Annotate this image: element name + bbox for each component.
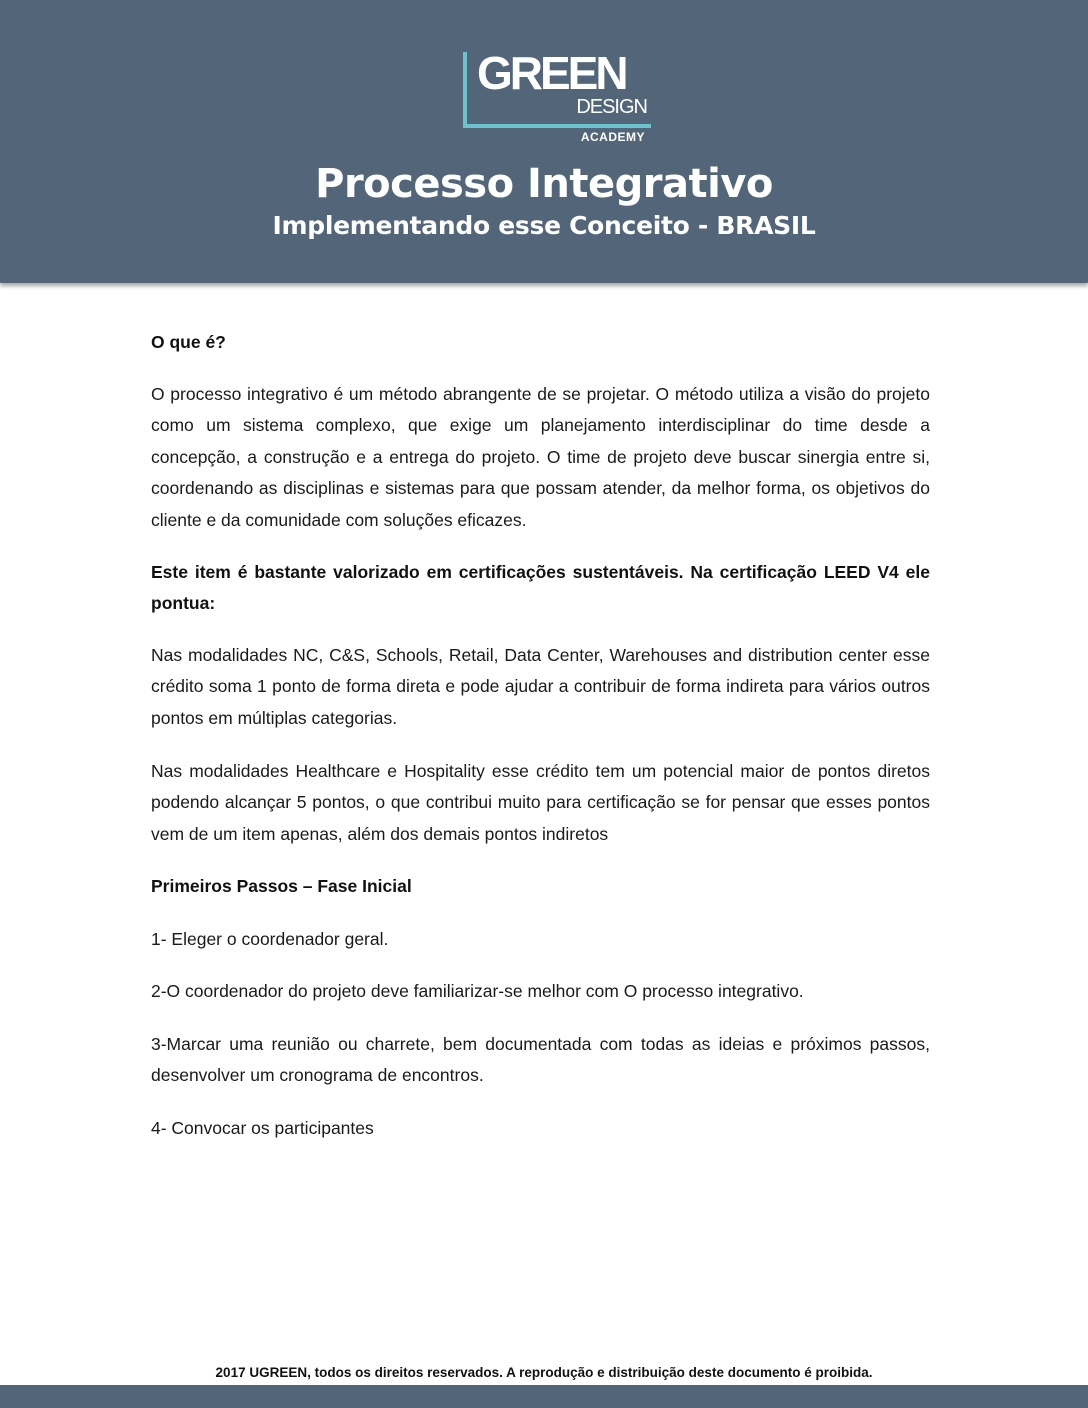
page-header xyxy=(0,0,1088,283)
step-item: 2-O coordenador do projeto deve familiarizar-se melhor com O processo integrativo. xyxy=(151,981,804,1001)
logo-text-academy: ACADEMY xyxy=(580,130,645,144)
paragraph-leed-nc: Nas modalidades NC, C&S, Schools, Retail, Data Center, Warehouses and distribution center esse crédito soma 1 ponto de forma direta e pode ajudar a contribuir de forma indireta para vários outros pontos em múltiplas categorias. xyxy=(151,645,930,728)
footer-copyright: 2017 UGREEN, todos os direitos reservados. A reprodução e distribuição deste documento é proibida. xyxy=(215,1365,873,1380)
footer-band xyxy=(0,1385,1088,1408)
page-title: Processo Integrativo xyxy=(315,161,773,207)
logo-text-green: GREEN xyxy=(477,47,626,99)
step-item: 4- Convocar os participantes xyxy=(151,1118,374,1138)
heading-first-steps: Primeiros Passos – Fase Inicial xyxy=(151,876,412,896)
paragraph-what-is: O processo integrativo é um método abrangente de se projetar. O método utiliza a visão do projeto como um sistema complexo, que exige um planejamento interdisciplinar do time desde a concepção, a construção e a entrega do projeto. O time de projeto deve buscar sinergia entre si, coordenando as disciplinas e sistemas para que possam atender, da melhor forma, os objetivos do cliente e da comunidade com soluções eficazes. xyxy=(151,384,930,530)
paragraph-leed-healthcare: Nas modalidades Healthcare e Hospitality esse crédito tem um potencial maior de pontos diretos podendo alcançar 5 pontos, o que contribui muito para certificação se for pensar que esses pontos vem de um item apenas, além dos demais pontos indiretos xyxy=(151,761,930,844)
step-item: 1- Eleger o coordenador geral. xyxy=(151,929,389,949)
logo-text-design: DESIGN xyxy=(576,96,647,118)
green-design-academy-logo xyxy=(463,47,653,144)
page-subtitle: Implementando esse Conceito - BRASIL xyxy=(272,211,816,240)
heading-leed: Este item é bastante valorizado em certificações sustentáveis. Na certificação LEED V4 ele pontua: xyxy=(151,562,930,614)
logo-accent-bar-horizontal xyxy=(463,124,651,128)
step-item: 3-Marcar uma reunião ou charrete, bem documentada com todas as ideias e próximos passos, desenvolver um cronograma de encontros. xyxy=(151,1034,930,1086)
heading-what-is: O que é? xyxy=(151,332,226,352)
logo-accent-bar-vertical xyxy=(463,52,467,128)
